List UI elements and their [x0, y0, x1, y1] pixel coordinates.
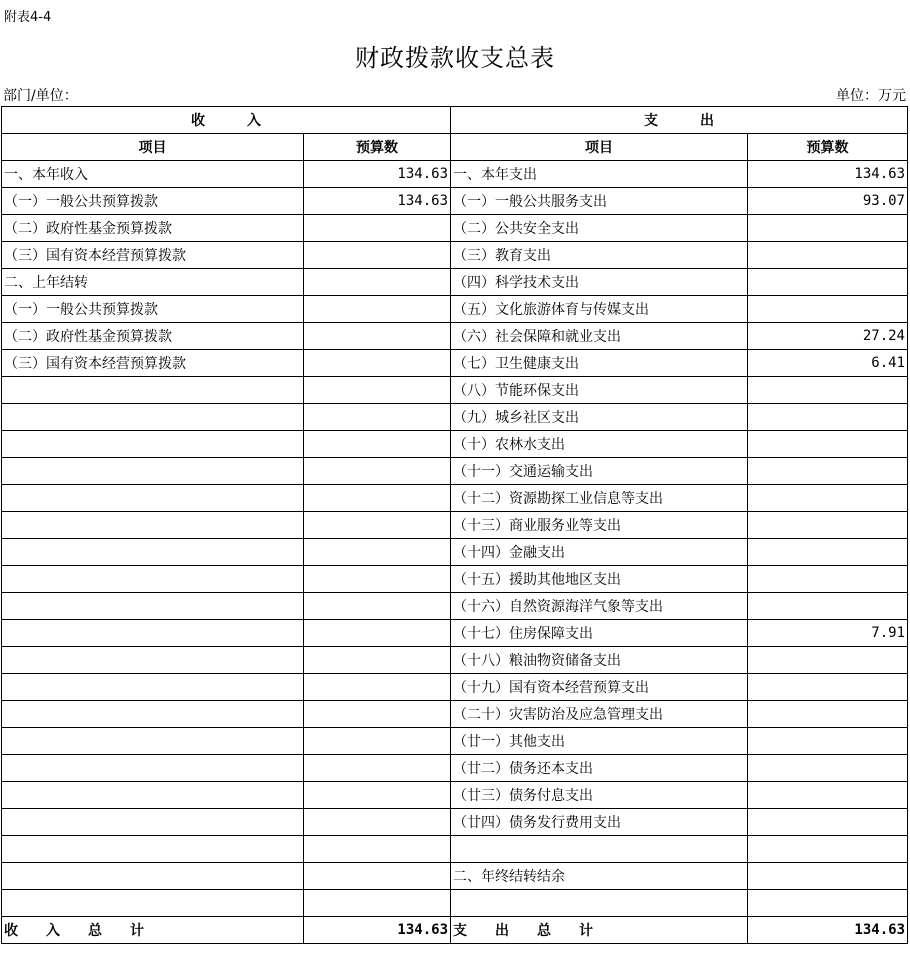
expense-value-cell: [748, 890, 908, 917]
table-row: [2, 431, 908, 458]
income-total-label: 收 入 总 计: [2, 917, 304, 944]
income-value-cell: [304, 593, 451, 620]
income-item-cell: [2, 593, 304, 620]
expense-item-cell: （十二）资源勘探工业信息等支出: [451, 485, 748, 512]
table-row: [2, 215, 908, 242]
income-value-cell: [304, 377, 451, 404]
income-item-cell: 二、上年结转: [2, 269, 304, 296]
income-item-cell: [2, 890, 304, 917]
expense-value-cell: [748, 647, 908, 674]
expense-item-cell: [451, 836, 748, 863]
expense-value-cell: [748, 485, 908, 512]
income-value-cell: [304, 863, 451, 890]
income-value-cell: [304, 296, 451, 323]
income-item-cell: [2, 485, 304, 512]
table-row: [2, 512, 908, 539]
expense-item-cell: （十四）金融支出: [451, 539, 748, 566]
expense-value-cell: 27.24: [748, 323, 908, 350]
table-row: [2, 269, 908, 296]
table-row: [2, 647, 908, 674]
income-value-cell: [304, 647, 451, 674]
expense-item-cell: （廿三）债务付息支出: [451, 782, 748, 809]
table-row: [2, 728, 908, 755]
table-row: [2, 350, 908, 377]
expense-total-value: 134.63: [748, 917, 908, 944]
income-value-cell: [304, 512, 451, 539]
expense-item-cell: （十三）商业服务业等支出: [451, 512, 748, 539]
income-item-cell: [2, 404, 304, 431]
expense-value-cell: [748, 296, 908, 323]
income-value-cell: 134.63: [304, 161, 451, 188]
income-value-cell: [304, 539, 451, 566]
expense-item-cell: （十七）住房保障支出: [451, 620, 748, 647]
page-title: 财政拨款收支总表: [355, 44, 555, 72]
income-item-cell: （三）国有资本经营预算拨款: [2, 242, 304, 269]
table-row: [2, 809, 908, 836]
income-item-cell: [2, 458, 304, 485]
expense-item-cell: （七）卫生健康支出: [451, 350, 748, 377]
table-row: [2, 458, 908, 485]
expense-item-cell: （三）教育支出: [451, 242, 748, 269]
table-row: [2, 863, 908, 890]
table-row: [2, 161, 908, 188]
income-value-cell: [304, 242, 451, 269]
expense-item-cell: 二、年终结转结余: [451, 863, 748, 890]
expense-value-cell: [748, 242, 908, 269]
income-value-cell: [304, 323, 451, 350]
income-value-cell: [304, 674, 451, 701]
table-row: [2, 782, 908, 809]
income-value-cell: [304, 458, 451, 485]
income-item-cell: [2, 512, 304, 539]
income-value-cell: [304, 404, 451, 431]
income-item-cell: （二）政府性基金预算拨款: [2, 215, 304, 242]
expense-item-cell: （廿二）债务还本支出: [451, 755, 748, 782]
income-value-cell: [304, 782, 451, 809]
expense-item-column-header: 项目: [451, 134, 748, 161]
income-item-cell: （一）一般公共预算拨款: [2, 296, 304, 323]
income-item-cell: [2, 863, 304, 890]
expense-value-cell: [748, 809, 908, 836]
table-row: [2, 620, 908, 647]
income-value-cell: [304, 566, 451, 593]
income-value-cell: [304, 836, 451, 863]
expense-value-cell: [748, 836, 908, 863]
expense-item-cell: （十九）国有资本经营预算支出: [451, 674, 748, 701]
income-item-cell: [2, 809, 304, 836]
income-section-header: 收 入: [2, 107, 451, 134]
income-value-cell: 134.63: [304, 188, 451, 215]
expense-value-cell: [748, 728, 908, 755]
expense-value-cell: [748, 782, 908, 809]
expense-item-cell: （二）公共安全支出: [451, 215, 748, 242]
expense-item-cell: （一）一般公共服务支出: [451, 188, 748, 215]
expense-item-cell: （九）城乡社区支出: [451, 404, 748, 431]
table-row: [2, 404, 908, 431]
expense-item-cell: （八）节能环保支出: [451, 377, 748, 404]
expense-value-cell: [748, 269, 908, 296]
income-item-cell: [2, 377, 304, 404]
income-value-cell: [304, 701, 451, 728]
expense-item-cell: （十一）交通运输支出: [451, 458, 748, 485]
expense-value-cell: 7.91: [748, 620, 908, 647]
expense-item-cell: （廿一）其他支出: [451, 728, 748, 755]
expense-value-cell: [748, 674, 908, 701]
table-row: [2, 188, 908, 215]
expense-item-cell: [451, 890, 748, 917]
income-value-cell: [304, 728, 451, 755]
income-item-cell: [2, 728, 304, 755]
income-item-cell: [2, 431, 304, 458]
table-row: [2, 296, 908, 323]
expense-item-cell: （四）科学技术支出: [451, 269, 748, 296]
income-item-cell: [2, 674, 304, 701]
table-row: [2, 323, 908, 350]
income-item-column-header: 项目: [2, 134, 304, 161]
expense-item-cell: （六）社会保障和就业支出: [451, 323, 748, 350]
table-row: [2, 890, 908, 917]
expense-item-cell: （二十）灾害防治及应急管理支出: [451, 701, 748, 728]
expense-item-cell: （五）文化旅游体育与传媒支出: [451, 296, 748, 323]
income-total-value: 134.63: [304, 917, 451, 944]
income-item-cell: [2, 701, 304, 728]
income-item-cell: （一）一般公共预算拨款: [2, 188, 304, 215]
table-row: [2, 674, 908, 701]
expense-value-cell: [748, 512, 908, 539]
income-item-cell: [2, 782, 304, 809]
expense-value-cell: [748, 566, 908, 593]
table-row: [2, 485, 908, 512]
table-row: [2, 755, 908, 782]
income-item-cell: [2, 647, 304, 674]
expense-item-cell: （十八）粮油物资储备支出: [451, 647, 748, 674]
expense-value-cell: [748, 701, 908, 728]
expense-item-cell: （十五）援助其他地区支出: [451, 566, 748, 593]
expense-value-cell: 134.63: [748, 161, 908, 188]
income-value-cell: [304, 755, 451, 782]
expense-value-cell: [748, 431, 908, 458]
expense-value-cell: [748, 863, 908, 890]
appendix-label: 附表4-4: [4, 10, 52, 25]
section-header-row: [2, 107, 908, 134]
income-item-cell: （二）政府性基金预算拨款: [2, 323, 304, 350]
expense-item-cell: （廿四）债务发行费用支出: [451, 809, 748, 836]
expense-value-cell: [748, 593, 908, 620]
expense-value-cell: 93.07: [748, 188, 908, 215]
expense-value-cell: [748, 539, 908, 566]
expense-section-header: 支 出: [451, 107, 908, 134]
expense-value-cell: [748, 404, 908, 431]
expense-item-cell: （十六）自然资源海洋气象等支出: [451, 593, 748, 620]
income-budget-column-header: 预算数: [304, 134, 451, 161]
expense-item-cell: 一、本年支出: [451, 161, 748, 188]
table-row: [2, 242, 908, 269]
income-value-cell: [304, 350, 451, 377]
income-item-cell: [2, 620, 304, 647]
income-value-cell: [304, 620, 451, 647]
income-value-cell: [304, 485, 451, 512]
table-row: [2, 701, 908, 728]
income-item-cell: [2, 566, 304, 593]
table-row: [2, 836, 908, 863]
income-value-cell: [304, 890, 451, 917]
department-label: 部门/单位：: [3, 88, 78, 104]
income-item-cell: （三）国有资本经营预算拨款: [2, 350, 304, 377]
income-value-cell: [304, 809, 451, 836]
unit-label: 单位：万元: [836, 88, 906, 104]
income-value-cell: [304, 431, 451, 458]
expense-total-label: 支 出 总 计: [451, 917, 748, 944]
expense-value-cell: [748, 755, 908, 782]
expense-value-cell: [748, 377, 908, 404]
expense-value-cell: 6.41: [748, 350, 908, 377]
table-row: [2, 539, 908, 566]
table-row: [2, 566, 908, 593]
income-value-cell: [304, 269, 451, 296]
expense-item-cell: （十）农林水支出: [451, 431, 748, 458]
expense-value-cell: [748, 458, 908, 485]
income-item-cell: [2, 755, 304, 782]
totals-row: [2, 917, 908, 944]
expense-value-cell: [748, 215, 908, 242]
income-item-cell: 一、本年收入: [2, 161, 304, 188]
table-row: [2, 593, 908, 620]
budget-summary-table: [1, 106, 908, 944]
table-row: [2, 377, 908, 404]
income-value-cell: [304, 215, 451, 242]
column-header-row: [2, 134, 908, 161]
expense-budget-column-header: 预算数: [748, 134, 908, 161]
income-item-cell: [2, 836, 304, 863]
income-item-cell: [2, 539, 304, 566]
